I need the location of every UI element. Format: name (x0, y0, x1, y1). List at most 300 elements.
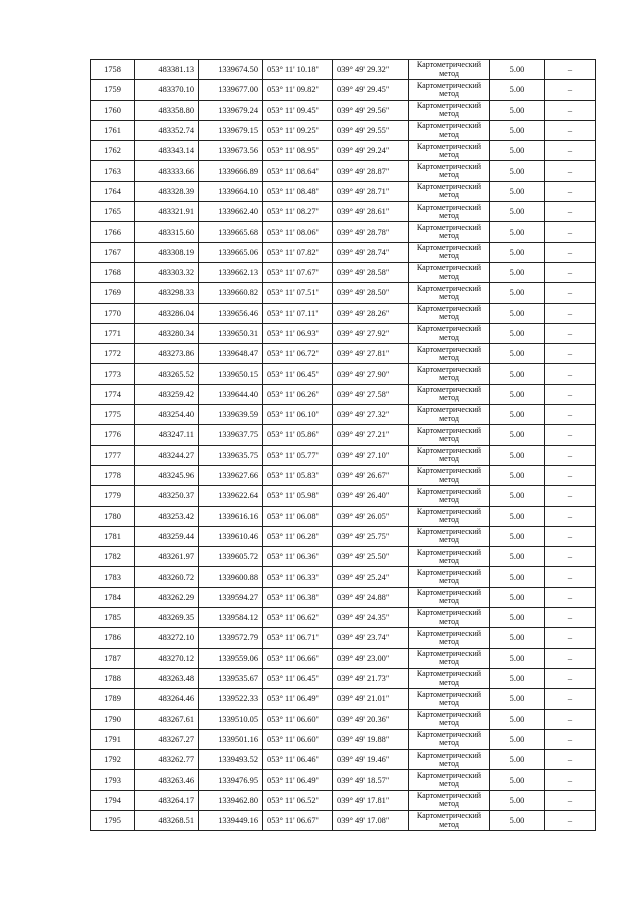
point-number-cell: 1787 (91, 648, 135, 668)
longitude-cell: 039° 49' 28.50" (333, 283, 409, 303)
y-coordinate-cell: 1339635.75 (199, 445, 263, 465)
method-cell: Картометрический метод (409, 405, 490, 425)
x-coordinate-cell: 483268.51 (135, 810, 199, 830)
longitude-cell: 039° 49' 27.21" (333, 425, 409, 445)
y-coordinate-cell: 1339462.80 (199, 790, 263, 810)
longitude-cell: 039° 49' 29.24" (333, 141, 409, 161)
latitude-cell: 053° 11' 06.46" (263, 750, 333, 770)
accuracy-cell: 5.00 (490, 790, 545, 810)
x-coordinate-cell: 483358.80 (135, 100, 199, 120)
point-number-cell: 1764 (91, 181, 135, 201)
accuracy-cell: 5.00 (490, 445, 545, 465)
point-number-cell: 1760 (91, 100, 135, 120)
longitude-cell: 039° 49' 28.74" (333, 242, 409, 262)
x-coordinate-cell: 483265.52 (135, 364, 199, 384)
note-cell: – (545, 202, 596, 222)
y-coordinate-cell: 1339679.15 (199, 120, 263, 140)
y-coordinate-cell: 1339610.46 (199, 526, 263, 546)
point-number-cell: 1788 (91, 668, 135, 688)
accuracy-cell: 5.00 (490, 60, 545, 80)
note-cell: – (545, 120, 596, 140)
x-coordinate-cell: 483280.34 (135, 323, 199, 343)
accuracy-cell: 5.00 (490, 323, 545, 343)
point-number-cell: 1763 (91, 161, 135, 181)
latitude-cell: 053° 11' 06.45" (263, 668, 333, 688)
y-coordinate-cell: 1339627.66 (199, 465, 263, 485)
method-cell: Картометрический метод (409, 608, 490, 628)
method-cell: Картометрический метод (409, 526, 490, 546)
method-cell: Картометрический метод (409, 181, 490, 201)
method-cell: Картометрический метод (409, 283, 490, 303)
accuracy-cell: 5.00 (490, 587, 545, 607)
table-row (91, 344, 596, 364)
y-coordinate-cell: 1339639.59 (199, 405, 263, 425)
x-coordinate-cell: 483370.10 (135, 80, 199, 100)
point-number-cell: 1761 (91, 120, 135, 140)
y-coordinate-cell: 1339476.95 (199, 770, 263, 790)
accuracy-cell: 5.00 (490, 100, 545, 120)
note-cell: – (545, 384, 596, 404)
accuracy-cell: 5.00 (490, 425, 545, 445)
latitude-cell: 053° 11' 06.52" (263, 790, 333, 810)
table-row (91, 262, 596, 282)
accuracy-cell: 5.00 (490, 628, 545, 648)
note-cell: – (545, 445, 596, 465)
latitude-cell: 053° 11' 06.66" (263, 648, 333, 668)
longitude-cell: 039° 49' 27.90" (333, 364, 409, 384)
method-cell: Картометрический метод (409, 709, 490, 729)
point-number-cell: 1765 (91, 202, 135, 222)
accuracy-cell: 5.00 (490, 465, 545, 485)
note-cell: – (545, 628, 596, 648)
table-row (91, 608, 596, 628)
note-cell: – (545, 283, 596, 303)
longitude-cell: 039° 49' 23.74" (333, 628, 409, 648)
method-cell: Картометрический метод (409, 161, 490, 181)
longitude-cell: 039° 49' 27.10" (333, 445, 409, 465)
table-row (91, 465, 596, 485)
table-row (91, 60, 596, 80)
longitude-cell: 039° 49' 26.67" (333, 465, 409, 485)
x-coordinate-cell: 483328.39 (135, 181, 199, 201)
table-row (91, 384, 596, 404)
y-coordinate-cell: 1339650.15 (199, 364, 263, 384)
x-coordinate-cell: 483259.42 (135, 384, 199, 404)
latitude-cell: 053° 11' 08.27" (263, 202, 333, 222)
accuracy-cell: 5.00 (490, 141, 545, 161)
longitude-cell: 039° 49' 25.24" (333, 567, 409, 587)
accuracy-cell: 5.00 (490, 567, 545, 587)
x-coordinate-cell: 483245.96 (135, 465, 199, 485)
accuracy-cell: 5.00 (490, 608, 545, 628)
latitude-cell: 053° 11' 05.77" (263, 445, 333, 465)
latitude-cell: 053° 11' 05.86" (263, 425, 333, 445)
note-cell: – (545, 344, 596, 364)
y-coordinate-cell: 1339449.16 (199, 810, 263, 830)
point-number-cell: 1783 (91, 567, 135, 587)
note-cell: – (545, 689, 596, 709)
note-cell: – (545, 810, 596, 830)
x-coordinate-cell: 483298.33 (135, 283, 199, 303)
point-number-cell: 1771 (91, 323, 135, 343)
longitude-cell: 039° 49' 27.81" (333, 344, 409, 364)
note-cell: – (545, 303, 596, 323)
table-row (91, 161, 596, 181)
x-coordinate-cell: 483262.77 (135, 750, 199, 770)
accuracy-cell: 5.00 (490, 364, 545, 384)
method-cell: Картометрический метод (409, 790, 490, 810)
point-number-cell: 1789 (91, 689, 135, 709)
latitude-cell: 053° 11' 07.11" (263, 303, 333, 323)
x-coordinate-cell: 483270.12 (135, 648, 199, 668)
table-row (91, 181, 596, 201)
x-coordinate-cell: 483263.46 (135, 770, 199, 790)
point-number-cell: 1773 (91, 364, 135, 384)
table-row (91, 506, 596, 526)
x-coordinate-cell: 483260.72 (135, 567, 199, 587)
longitude-cell: 039° 49' 24.35" (333, 608, 409, 628)
method-cell: Картометрический метод (409, 364, 490, 384)
longitude-cell: 039° 49' 19.46" (333, 750, 409, 770)
latitude-cell: 053° 11' 06.60" (263, 729, 333, 749)
table-row (91, 100, 596, 120)
note-cell: – (545, 242, 596, 262)
table-row (91, 668, 596, 688)
accuracy-cell: 5.00 (490, 668, 545, 688)
table-row (91, 405, 596, 425)
method-cell: Картометрический метод (409, 100, 490, 120)
point-number-cell: 1784 (91, 587, 135, 607)
y-coordinate-cell: 1339616.16 (199, 506, 263, 526)
x-coordinate-cell: 483303.32 (135, 262, 199, 282)
note-cell: – (545, 405, 596, 425)
y-coordinate-cell: 1339493.52 (199, 750, 263, 770)
table-row (91, 364, 596, 384)
table-body (91, 60, 596, 831)
longitude-cell: 039° 49' 18.57" (333, 770, 409, 790)
table-row (91, 526, 596, 546)
point-number-cell: 1774 (91, 384, 135, 404)
y-coordinate-cell: 1339665.68 (199, 222, 263, 242)
accuracy-cell: 5.00 (490, 283, 545, 303)
table-row (91, 689, 596, 709)
table-row (91, 750, 596, 770)
accuracy-cell: 5.00 (490, 547, 545, 567)
x-coordinate-cell: 483333.66 (135, 161, 199, 181)
x-coordinate-cell: 483308.19 (135, 242, 199, 262)
table-row (91, 567, 596, 587)
note-cell: – (545, 709, 596, 729)
point-number-cell: 1772 (91, 344, 135, 364)
y-coordinate-cell: 1339584.12 (199, 608, 263, 628)
latitude-cell: 053° 11' 07.82" (263, 242, 333, 262)
method-cell: Картометрический метод (409, 120, 490, 140)
x-coordinate-cell: 483254.40 (135, 405, 199, 425)
latitude-cell: 053° 11' 06.49" (263, 770, 333, 790)
accuracy-cell: 5.00 (490, 506, 545, 526)
note-cell: – (545, 668, 596, 688)
method-cell: Картометрический метод (409, 547, 490, 567)
x-coordinate-cell: 483261.97 (135, 547, 199, 567)
table-row (91, 303, 596, 323)
accuracy-cell: 5.00 (490, 202, 545, 222)
x-coordinate-cell: 483247.11 (135, 425, 199, 445)
method-cell: Картометрический метод (409, 587, 490, 607)
x-coordinate-cell: 483259.44 (135, 526, 199, 546)
table-row (91, 810, 596, 830)
note-cell: – (545, 465, 596, 485)
y-coordinate-cell: 1339664.10 (199, 181, 263, 201)
accuracy-cell: 5.00 (490, 344, 545, 364)
longitude-cell: 039° 49' 17.08" (333, 810, 409, 830)
longitude-cell: 039° 49' 26.40" (333, 486, 409, 506)
latitude-cell: 053° 11' 08.95" (263, 141, 333, 161)
longitude-cell: 039° 49' 19.88" (333, 729, 409, 749)
method-cell: Картометрический метод (409, 486, 490, 506)
longitude-cell: 039° 49' 21.01" (333, 689, 409, 709)
accuracy-cell: 5.00 (490, 770, 545, 790)
y-coordinate-cell: 1339665.06 (199, 242, 263, 262)
latitude-cell: 053° 11' 09.45" (263, 100, 333, 120)
longitude-cell: 039° 49' 20.36" (333, 709, 409, 729)
y-coordinate-cell: 1339510.05 (199, 709, 263, 729)
latitude-cell: 053° 11' 06.38" (263, 587, 333, 607)
y-coordinate-cell: 1339600.88 (199, 567, 263, 587)
x-coordinate-cell: 483250.37 (135, 486, 199, 506)
method-cell: Картометрический метод (409, 668, 490, 688)
method-cell: Картометрический метод (409, 810, 490, 830)
method-cell: Картометрический метод (409, 323, 490, 343)
coordinates-table (90, 59, 596, 831)
point-number-cell: 1778 (91, 465, 135, 485)
latitude-cell: 053° 11' 07.67" (263, 262, 333, 282)
longitude-cell: 039° 49' 25.50" (333, 547, 409, 567)
longitude-cell: 039° 49' 28.78" (333, 222, 409, 242)
point-number-cell: 1776 (91, 425, 135, 445)
y-coordinate-cell: 1339605.72 (199, 547, 263, 567)
table-row (91, 547, 596, 567)
point-number-cell: 1781 (91, 526, 135, 546)
y-coordinate-cell: 1339656.46 (199, 303, 263, 323)
longitude-cell: 039° 49' 27.58" (333, 384, 409, 404)
note-cell: – (545, 222, 596, 242)
note-cell: – (545, 770, 596, 790)
table-row (91, 141, 596, 161)
point-number-cell: 1767 (91, 242, 135, 262)
x-coordinate-cell: 483321.91 (135, 202, 199, 222)
longitude-cell: 039° 49' 26.05" (333, 506, 409, 526)
accuracy-cell: 5.00 (490, 486, 545, 506)
longitude-cell: 039° 49' 28.87" (333, 161, 409, 181)
latitude-cell: 053° 11' 06.08" (263, 506, 333, 526)
x-coordinate-cell: 483262.29 (135, 587, 199, 607)
y-coordinate-cell: 1339662.13 (199, 262, 263, 282)
x-coordinate-cell: 483253.42 (135, 506, 199, 526)
longitude-cell: 039° 49' 29.56" (333, 100, 409, 120)
y-coordinate-cell: 1339648.47 (199, 344, 263, 364)
point-number-cell: 1770 (91, 303, 135, 323)
latitude-cell: 053° 11' 06.49" (263, 689, 333, 709)
note-cell: – (545, 729, 596, 749)
longitude-cell: 039° 49' 23.00" (333, 648, 409, 668)
latitude-cell: 053° 11' 06.93" (263, 323, 333, 343)
latitude-cell: 053° 11' 06.36" (263, 547, 333, 567)
table-row (91, 323, 596, 343)
note-cell: – (545, 526, 596, 546)
note-cell: – (545, 181, 596, 201)
latitude-cell: 053° 11' 09.82" (263, 80, 333, 100)
longitude-cell: 039° 49' 25.75" (333, 526, 409, 546)
note-cell: – (545, 750, 596, 770)
longitude-cell: 039° 49' 29.32" (333, 60, 409, 80)
method-cell: Картометрический метод (409, 262, 490, 282)
longitude-cell: 039° 49' 28.61" (333, 202, 409, 222)
longitude-cell: 039° 49' 29.45" (333, 80, 409, 100)
longitude-cell: 039° 49' 24.88" (333, 587, 409, 607)
accuracy-cell: 5.00 (490, 810, 545, 830)
method-cell: Картометрический метод (409, 750, 490, 770)
y-coordinate-cell: 1339679.24 (199, 100, 263, 120)
y-coordinate-cell: 1339637.75 (199, 425, 263, 445)
latitude-cell: 053° 11' 06.45" (263, 364, 333, 384)
note-cell: – (545, 547, 596, 567)
note-cell: – (545, 790, 596, 810)
note-cell: – (545, 80, 596, 100)
note-cell: – (545, 141, 596, 161)
y-coordinate-cell: 1339666.89 (199, 161, 263, 181)
table-row (91, 120, 596, 140)
point-number-cell: 1785 (91, 608, 135, 628)
latitude-cell: 053° 11' 06.67" (263, 810, 333, 830)
longitude-cell: 039° 49' 17.81" (333, 790, 409, 810)
method-cell: Картометрический метод (409, 648, 490, 668)
table-row (91, 709, 596, 729)
table-row (91, 80, 596, 100)
point-number-cell: 1758 (91, 60, 135, 80)
method-cell: Картометрический метод (409, 425, 490, 445)
x-coordinate-cell: 483343.14 (135, 141, 199, 161)
accuracy-cell: 5.00 (490, 709, 545, 729)
method-cell: Картометрический метод (409, 222, 490, 242)
longitude-cell: 039° 49' 27.92" (333, 323, 409, 343)
note-cell: – (545, 506, 596, 526)
point-number-cell: 1780 (91, 506, 135, 526)
note-cell: – (545, 60, 596, 80)
longitude-cell: 039° 49' 29.55" (333, 120, 409, 140)
latitude-cell: 053° 11' 06.33" (263, 567, 333, 587)
longitude-cell: 039° 49' 28.58" (333, 262, 409, 282)
note-cell: – (545, 486, 596, 506)
y-coordinate-cell: 1339674.50 (199, 60, 263, 80)
latitude-cell: 053° 11' 09.25" (263, 120, 333, 140)
method-cell: Картометрический метод (409, 202, 490, 222)
accuracy-cell: 5.00 (490, 120, 545, 140)
point-number-cell: 1794 (91, 790, 135, 810)
method-cell: Картометрический метод (409, 242, 490, 262)
point-number-cell: 1782 (91, 547, 135, 567)
accuracy-cell: 5.00 (490, 750, 545, 770)
method-cell: Картометрический метод (409, 445, 490, 465)
latitude-cell: 053° 11' 06.71" (263, 628, 333, 648)
method-cell: Картометрический метод (409, 567, 490, 587)
y-coordinate-cell: 1339522.33 (199, 689, 263, 709)
y-coordinate-cell: 1339660.82 (199, 283, 263, 303)
table-row (91, 628, 596, 648)
method-cell: Картометрический метод (409, 689, 490, 709)
table-row (91, 729, 596, 749)
longitude-cell: 039° 49' 27.32" (333, 405, 409, 425)
note-cell: – (545, 100, 596, 120)
table-row (91, 222, 596, 242)
x-coordinate-cell: 483263.48 (135, 668, 199, 688)
latitude-cell: 053° 11' 08.48" (263, 181, 333, 201)
table-row (91, 790, 596, 810)
accuracy-cell: 5.00 (490, 262, 545, 282)
x-coordinate-cell: 483272.10 (135, 628, 199, 648)
latitude-cell: 053° 11' 05.98" (263, 486, 333, 506)
accuracy-cell: 5.00 (490, 80, 545, 100)
point-number-cell: 1793 (91, 770, 135, 790)
y-coordinate-cell: 1339644.40 (199, 384, 263, 404)
method-cell: Картометрический метод (409, 344, 490, 364)
method-cell: Картометрический метод (409, 465, 490, 485)
x-coordinate-cell: 483381.13 (135, 60, 199, 80)
y-coordinate-cell: 1339677.00 (199, 80, 263, 100)
x-coordinate-cell: 483264.46 (135, 689, 199, 709)
latitude-cell: 053° 11' 05.83" (263, 465, 333, 485)
note-cell: – (545, 587, 596, 607)
method-cell: Картометрический метод (409, 303, 490, 323)
accuracy-cell: 5.00 (490, 303, 545, 323)
table-row (91, 445, 596, 465)
point-number-cell: 1768 (91, 262, 135, 282)
table-row (91, 283, 596, 303)
method-cell: Картометрический метод (409, 770, 490, 790)
accuracy-cell: 5.00 (490, 384, 545, 404)
accuracy-cell: 5.00 (490, 648, 545, 668)
x-coordinate-cell: 483315.60 (135, 222, 199, 242)
accuracy-cell: 5.00 (490, 526, 545, 546)
accuracy-cell: 5.00 (490, 729, 545, 749)
longitude-cell: 039° 49' 28.26" (333, 303, 409, 323)
method-cell: Картометрический метод (409, 506, 490, 526)
note-cell: – (545, 567, 596, 587)
x-coordinate-cell: 483269.35 (135, 608, 199, 628)
table-row (91, 242, 596, 262)
method-cell: Картометрический метод (409, 628, 490, 648)
x-coordinate-cell: 483267.27 (135, 729, 199, 749)
y-coordinate-cell: 1339673.56 (199, 141, 263, 161)
x-coordinate-cell: 483273.86 (135, 344, 199, 364)
table-row (91, 587, 596, 607)
x-coordinate-cell: 483267.61 (135, 709, 199, 729)
method-cell: Картометрический метод (409, 729, 490, 749)
latitude-cell: 053° 11' 06.60" (263, 709, 333, 729)
accuracy-cell: 5.00 (490, 222, 545, 242)
latitude-cell: 053° 11' 06.62" (263, 608, 333, 628)
y-coordinate-cell: 1339572.79 (199, 628, 263, 648)
method-cell: Картометрический метод (409, 141, 490, 161)
table-row (91, 770, 596, 790)
latitude-cell: 053° 11' 06.72" (263, 344, 333, 364)
table-row (91, 425, 596, 445)
table-row (91, 648, 596, 668)
point-number-cell: 1791 (91, 729, 135, 749)
latitude-cell: 053° 11' 08.64" (263, 161, 333, 181)
accuracy-cell: 5.00 (490, 181, 545, 201)
note-cell: – (545, 161, 596, 181)
note-cell: – (545, 262, 596, 282)
